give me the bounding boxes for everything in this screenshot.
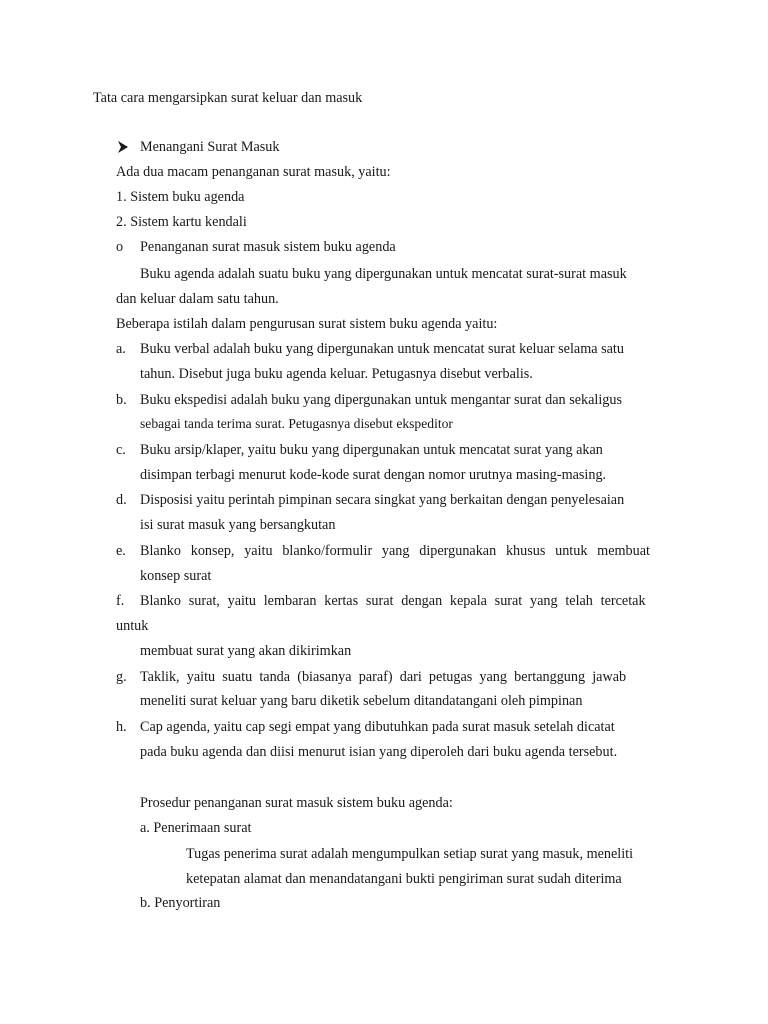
- term-line-1: Disposisi yaitu perintah pimpinan secara singkat yang berkaitan dengan penyelesaian: [140, 492, 625, 508]
- term-line-1: Buku ekspedisi adalah buku yang dipergunakan untuk mengantar surat dan sekaligus: [140, 392, 623, 408]
- term-marker: f.: [116, 593, 125, 609]
- term-marker: b.: [116, 392, 127, 408]
- definition-line-2: dan keluar dalam satu tahun.: [116, 291, 279, 307]
- term-line-2: isi surat masuk yang bersangkutan: [140, 517, 336, 533]
- definition-line-1: Buku agenda adalah suatu buku yang dipergunakan untuk mencatat surat-surat masuk: [140, 266, 627, 282]
- term-line-1: Cap agenda, yaitu cap segi empat yang dibutuhkan pada surat masuk setelah dicatat: [140, 719, 615, 735]
- system-item-2: 2. Sistem kartu kendali: [116, 214, 247, 230]
- procedure-step-line-1: Tugas penerima surat adalah mengumpulkan setiap surat yang masuk, meneliti: [186, 846, 634, 862]
- intro-text: Ada dua macam penanganan surat masuk, yaitu:: [116, 164, 391, 180]
- terms-intro: Beberapa istilah dalam pengurusan surat sistem buku agenda yaitu:: [116, 316, 498, 332]
- system-item-1: 1. Sistem buku agenda: [116, 189, 245, 205]
- term-line-2: disimpan terbagi menurut kode-kode surat dengan nomor urutnya masing-masing.: [140, 467, 607, 483]
- procedure-step-label: b. Penyortiran: [140, 895, 221, 911]
- section-heading: Menangani Surat Masuk: [140, 139, 280, 155]
- term-marker: c.: [116, 442, 126, 458]
- sub-bullet-marker: o: [116, 239, 124, 255]
- term-line-2: membuat surat yang akan dikirimkan: [140, 643, 352, 659]
- term-marker: a.: [116, 341, 126, 357]
- procedure-heading: Prosedur penanganan surat masuk sistem buku agenda:: [140, 795, 453, 811]
- term-line-1-wrap: untuk: [116, 618, 149, 634]
- term-marker: g.: [116, 669, 127, 685]
- sub-heading: Penanganan surat masuk sistem buku agenda: [140, 239, 396, 255]
- term-line-1: Blanko surat, yaitu lembaran kertas surat dengan kepala surat yang telah tercetak: [140, 593, 646, 609]
- term-marker: d.: [116, 492, 127, 508]
- term-marker: h.: [116, 719, 127, 735]
- procedure-step-label: a. Penerimaan surat: [140, 820, 252, 836]
- term-marker: e.: [116, 543, 126, 559]
- term-line-2: sebagai tanda terima surat. Petugasnya disebut ekspeditor: [140, 416, 453, 431]
- term-line-2: konsep surat: [140, 568, 212, 584]
- term-line-2: tahun. Disebut juga buku agenda keluar. Petugasnya disebut verbalis.: [140, 366, 533, 382]
- document-title: Tata cara mengarsipkan surat keluar dan masuk: [93, 90, 363, 106]
- term-line-1: Buku verbal adalah buku yang dipergunakan untuk mencatat surat keluar selama satu: [140, 341, 624, 357]
- term-line-2: pada buku agenda dan diisi menurut isian yang diperoleh dari buku agenda tersebut.: [140, 744, 618, 760]
- term-line-2: meneliti surat keluar yang baru diketik sebelum ditandatangani oleh pimpinan: [140, 693, 583, 709]
- term-line-1: Buku arsip/klaper, yaitu buku yang dipergunakan untuk mencatat surat yang akan: [140, 442, 603, 458]
- procedure-step-line-2: ketepatan alamat dan menandatangani bukti pengiriman surat sudah diterima: [186, 871, 622, 887]
- term-line-1: Blanko konsep, yaitu blanko/formulir yang dipergunakan khusus untuk membuat: [140, 543, 650, 559]
- term-line-1: Taklik, yaitu suatu tanda (biasanya paraf) dari petugas yang bertanggung jawab: [140, 669, 627, 685]
- arrowhead-bullet-icon: [117, 140, 129, 154]
